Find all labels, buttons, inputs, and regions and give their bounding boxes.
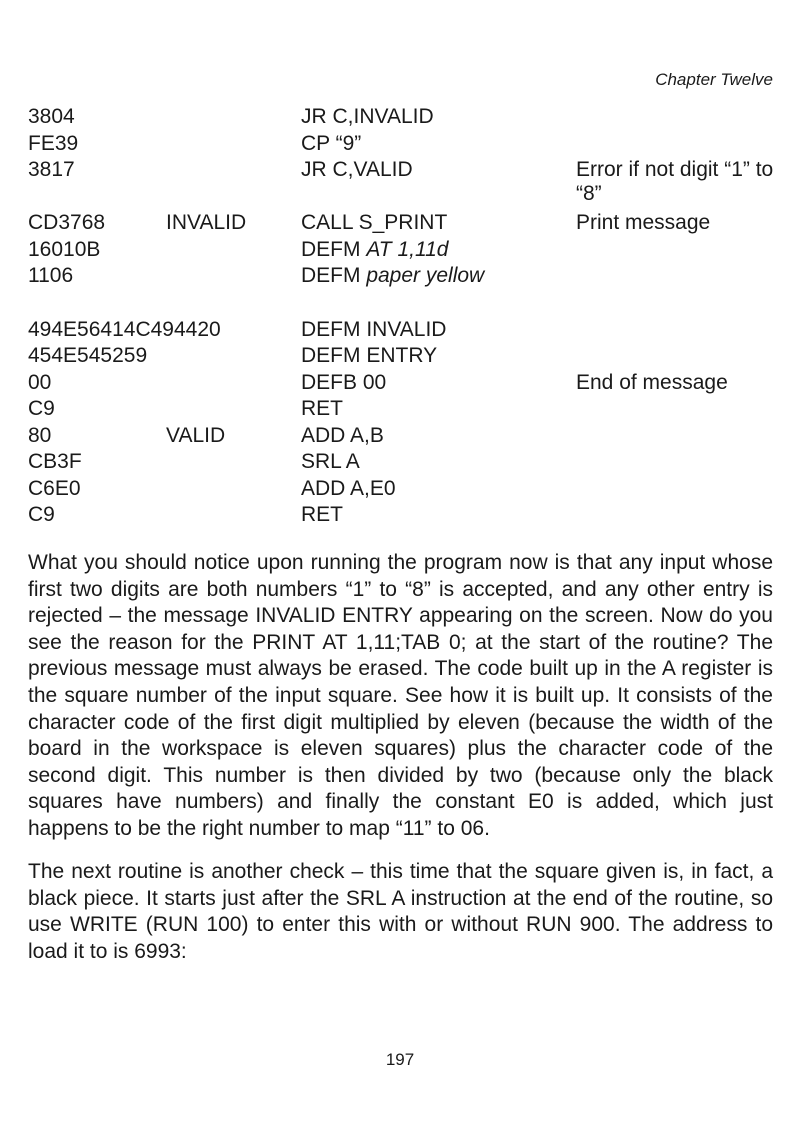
directive: DEFM [301, 264, 367, 287]
hex-code: 494E56414C494420 [28, 317, 221, 341]
instruction: DEFM INVALID [301, 317, 447, 341]
running-head: Chapter Twelve [655, 70, 773, 89]
instruction [301, 237, 448, 264]
comment: Error if not digit “1” to “8” [576, 158, 774, 205]
page-number: 197 [385, 1050, 415, 1069]
hex-code: 16010B [28, 237, 101, 261]
listing-row [28, 131, 778, 158]
listing-spacer [28, 290, 778, 317]
instruction: DEFB 00 [301, 370, 387, 394]
instruction: ADD A,B [301, 423, 384, 447]
listing-row [28, 449, 778, 476]
label: INVALID [166, 211, 247, 234]
listing-row [28, 210, 778, 237]
comment: End of message [576, 370, 728, 394]
listing-row [28, 104, 778, 131]
hex-code: 454E545259 [28, 344, 148, 367]
instruction: JR C,VALID [301, 158, 413, 181]
directive-operand: AT 1,11d [366, 237, 449, 261]
instruction: JR C,INVALID [301, 105, 434, 128]
instruction: RET [301, 397, 343, 420]
hex-code: 80 [28, 423, 52, 447]
hex-code: 3817 [28, 158, 75, 181]
listing-row [28, 343, 778, 370]
instruction [301, 263, 484, 290]
listing-row [28, 476, 778, 503]
directive-operand: paper yellow [366, 264, 485, 287]
listing-row [28, 370, 778, 397]
listing-row [28, 317, 778, 344]
instruction: SRL A [301, 450, 360, 473]
hex-code: 3804 [28, 105, 75, 128]
instruction: RET [301, 503, 343, 526]
hex-code: C9 [28, 397, 55, 420]
hex-code: 1106 [28, 264, 74, 287]
hex-code: C9 [28, 503, 55, 526]
instruction: ADD A,E0 [301, 476, 396, 500]
listing-row [28, 263, 778, 290]
listing-row [28, 396, 778, 423]
hex-code: 00 [28, 370, 52, 394]
listing-row [28, 237, 778, 264]
hex-code: CB3F [28, 450, 82, 473]
hex-code: CD3768 [28, 211, 106, 234]
listing-row [28, 157, 778, 210]
listing-row [28, 502, 778, 529]
label: VALID [166, 423, 226, 447]
directive: DEFM [301, 237, 367, 261]
body-paragraph: The next routine is another check – this time that the square given is, in fact, a black piece. It starts just after the SRL A instruction at the end of the routine, so use WRITE (RUN 100) to enter this with or without RUN 900. The address to load it to is 6993: [28, 860, 773, 963]
instruction: DEFM ENTRY [301, 344, 438, 367]
listing-row [28, 423, 778, 450]
comment: Print message [576, 211, 711, 234]
body-paragraph: What you should notice upon running the program now is that any input whose first two digits are both numbers “1” to “8” is accepted, and any other entry is rejected – the message INVALID ENTRY appearing on the screen. Now do you see the reason for the PRINT AT 1,11;TAB 0; at the start of the routine? The previous message must always be erased. The code built up in the A register is the square number of the input square. See how it is built up. It consists of the character code of the first digit multiplied by eleven (because the width of the board in the workspace is eleven squares) plus the character code of the second digit. This number is then divided by two (because only the black squares have numbers) and finally the constant E0 is added, which just happens to be the right number to map “11” to 06. [28, 551, 773, 840]
instruction: CALL S_PRINT [301, 211, 448, 234]
hex-code: C6E0 [28, 476, 81, 500]
hex-code: FE39 [28, 131, 79, 155]
code-listing [28, 104, 778, 529]
instruction: CP “9” [301, 131, 362, 155]
